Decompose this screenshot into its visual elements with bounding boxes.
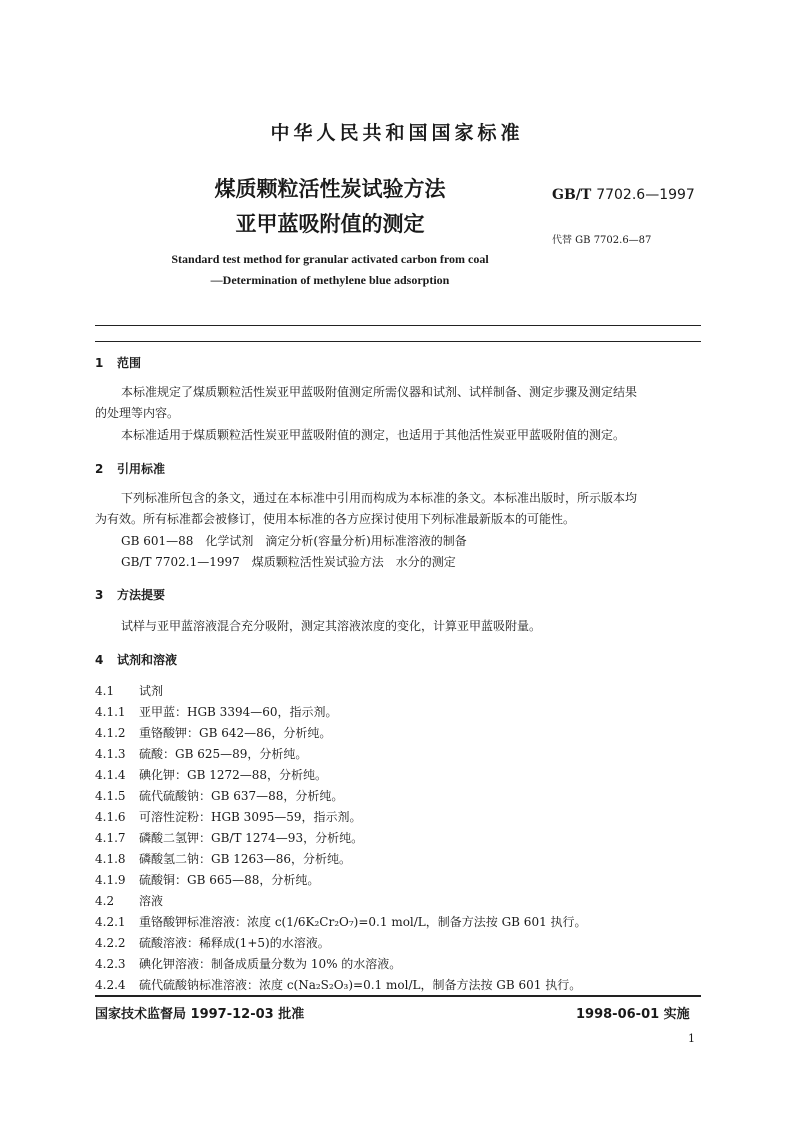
clause-text: 重铬酸钾：GB 642—86，分析纯。 bbox=[139, 726, 332, 740]
clause-item bbox=[95, 892, 163, 909]
paragraph: 试样与亚甲蓝溶液混合充分吸附，测定其溶液浓度的变化，计算亚甲蓝吸附量。 bbox=[121, 619, 542, 633]
section-number: 2 bbox=[95, 462, 104, 476]
clause-item bbox=[95, 871, 319, 888]
clause-item bbox=[95, 829, 363, 846]
clause-item bbox=[95, 787, 343, 804]
clause-number: 4.2.2 bbox=[95, 936, 126, 950]
paragraph: 的处理等内容。 bbox=[95, 406, 180, 420]
reference-item: GB/T 7702.1—1997 煤质颗粒活性炭试验方法 水分的测定 bbox=[121, 555, 456, 569]
clause-text: 碘化钾溶液：制备成质量分数为 10% 的水溶液。 bbox=[139, 957, 402, 971]
section-2-heading bbox=[95, 460, 165, 477]
clause-text: 溶液 bbox=[139, 894, 164, 908]
paragraph: 下列标准所包含的条文，通过在本标准中引用而构成为本标准的条文。本标准出版时，所示版本均 bbox=[121, 491, 638, 505]
clause-text: 重铬酸钾标准溶液：浓度 c(1/6K₂Cr₂O₇)=0.1 mol/L，制备方法按 GB 601 执行。 bbox=[139, 915, 587, 929]
section-title: 范围 bbox=[117, 356, 142, 370]
clause-number: 4.1.6 bbox=[95, 810, 126, 824]
paragraph: 本标准适用于煤质颗粒活性炭亚甲蓝吸附值的测定，也适用于其他活性炭亚甲蓝吸附值的测定。 bbox=[121, 428, 626, 442]
clause-number: 4.2.1 bbox=[95, 915, 126, 929]
clause-number: 4.1.1 bbox=[95, 705, 126, 719]
page-number: 1 bbox=[688, 1032, 695, 1045]
clause-item bbox=[95, 850, 351, 867]
clause-item bbox=[95, 955, 401, 972]
clause-item bbox=[95, 724, 331, 741]
title-cn-line1: 煤质颗粒活性炭试验方法 bbox=[214, 177, 446, 201]
clause-item bbox=[95, 766, 327, 783]
clause-item bbox=[95, 913, 587, 930]
clause-number: 4.1.9 bbox=[95, 873, 126, 887]
clause-item bbox=[95, 934, 330, 951]
clause-text: 硫酸：GB 625—89，分析纯。 bbox=[139, 747, 308, 761]
footer-rule bbox=[95, 995, 701, 997]
clause-text: 硫代硫酸钠：GB 637—88，分析纯。 bbox=[139, 789, 344, 803]
section-title: 试剂和溶液 bbox=[117, 653, 178, 667]
clause-number: 4.1.7 bbox=[95, 831, 126, 845]
section-number: 3 bbox=[95, 588, 104, 602]
clause-text: 硫酸铜：GB 665—88，分析纯。 bbox=[139, 873, 320, 887]
divider-bottom bbox=[95, 341, 701, 342]
standard-code: 7702.6—1997 bbox=[596, 187, 695, 203]
title-en-line1: Standard test method for granular activated carbon from coal bbox=[171, 252, 489, 266]
section-title: 方法提要 bbox=[117, 588, 166, 602]
title-en-line2: —Determination of methylene blue adsorption bbox=[210, 273, 450, 287]
approval-date: 国家技术监督局 1997-12-03 批准 bbox=[95, 1007, 305, 1022]
clause-item bbox=[95, 808, 362, 825]
clause-text: 亚甲蓝：HGB 3394—60，指示剂。 bbox=[139, 705, 338, 719]
clause-text: 磷酸氢二钠：GB 1263—86，分析纯。 bbox=[139, 852, 352, 866]
standard-number bbox=[552, 187, 695, 203]
clause-item bbox=[95, 703, 338, 720]
clause-number: 4.1.2 bbox=[95, 726, 126, 740]
section-1-heading bbox=[95, 354, 141, 371]
clause-number: 4.1.4 bbox=[95, 768, 126, 782]
clause-text: 磷酸二氢钾：GB/T 1274—93，分析纯。 bbox=[139, 831, 364, 845]
paragraph: 为有效。所有标准都会被修订，使用本标准的各方应探讨使用下列标准最新版本的可能性。 bbox=[95, 512, 576, 526]
title-cn-line2: 亚甲蓝吸附值的测定 bbox=[235, 212, 425, 236]
standard-prefix: GB/T bbox=[552, 187, 592, 203]
reference-item: GB 601—88 化学试剂 滴定分析(容量分析)用标准溶液的制备 bbox=[121, 534, 467, 548]
clause-number: 4.1.3 bbox=[95, 747, 126, 761]
clause-text: 碘化钾：GB 1272—88，分析纯。 bbox=[139, 768, 328, 782]
section-4-heading bbox=[95, 651, 177, 668]
clause-number: 4.2.4 bbox=[95, 978, 126, 992]
clause-item bbox=[95, 682, 163, 699]
clause-item bbox=[95, 976, 581, 993]
section-title: 引用标准 bbox=[117, 462, 166, 476]
clause-item bbox=[95, 745, 307, 762]
clause-text: 硫酸溶液：稀释成(1+5)的水溶液。 bbox=[139, 936, 330, 950]
replaces-note: 代替 GB 7702.6—87 bbox=[552, 235, 652, 246]
clause-text: 硫代硫酸钠标准溶液：浓度 c(Na₂S₂O₃)=0.1 mol/L，制备方法按 GB 601 执行。 bbox=[139, 978, 582, 992]
clause-number: 4.1.5 bbox=[95, 789, 126, 803]
clause-number: 4.1 bbox=[95, 684, 115, 698]
section-3-heading bbox=[95, 586, 165, 603]
divider-top bbox=[95, 325, 701, 326]
clause-number: 4.2 bbox=[95, 894, 115, 908]
effective-date: 1998-06-01 实施 bbox=[576, 1007, 690, 1022]
clause-text: 试剂 bbox=[139, 684, 164, 698]
clause-number: 4.1.8 bbox=[95, 852, 126, 866]
document-header: 中华人民共和国国家标准 bbox=[270, 122, 524, 144]
section-number: 1 bbox=[95, 356, 104, 370]
clause-number: 4.2.3 bbox=[95, 957, 126, 971]
paragraph: 本标准规定了煤质颗粒活性炭亚甲蓝吸附值测定所需仪器和试剂、试样制备、测定步骤及测定结果 bbox=[121, 385, 638, 399]
section-number: 4 bbox=[95, 653, 104, 667]
clause-text: 可溶性淀粉：HGB 3095—59，指示剂。 bbox=[139, 810, 362, 824]
